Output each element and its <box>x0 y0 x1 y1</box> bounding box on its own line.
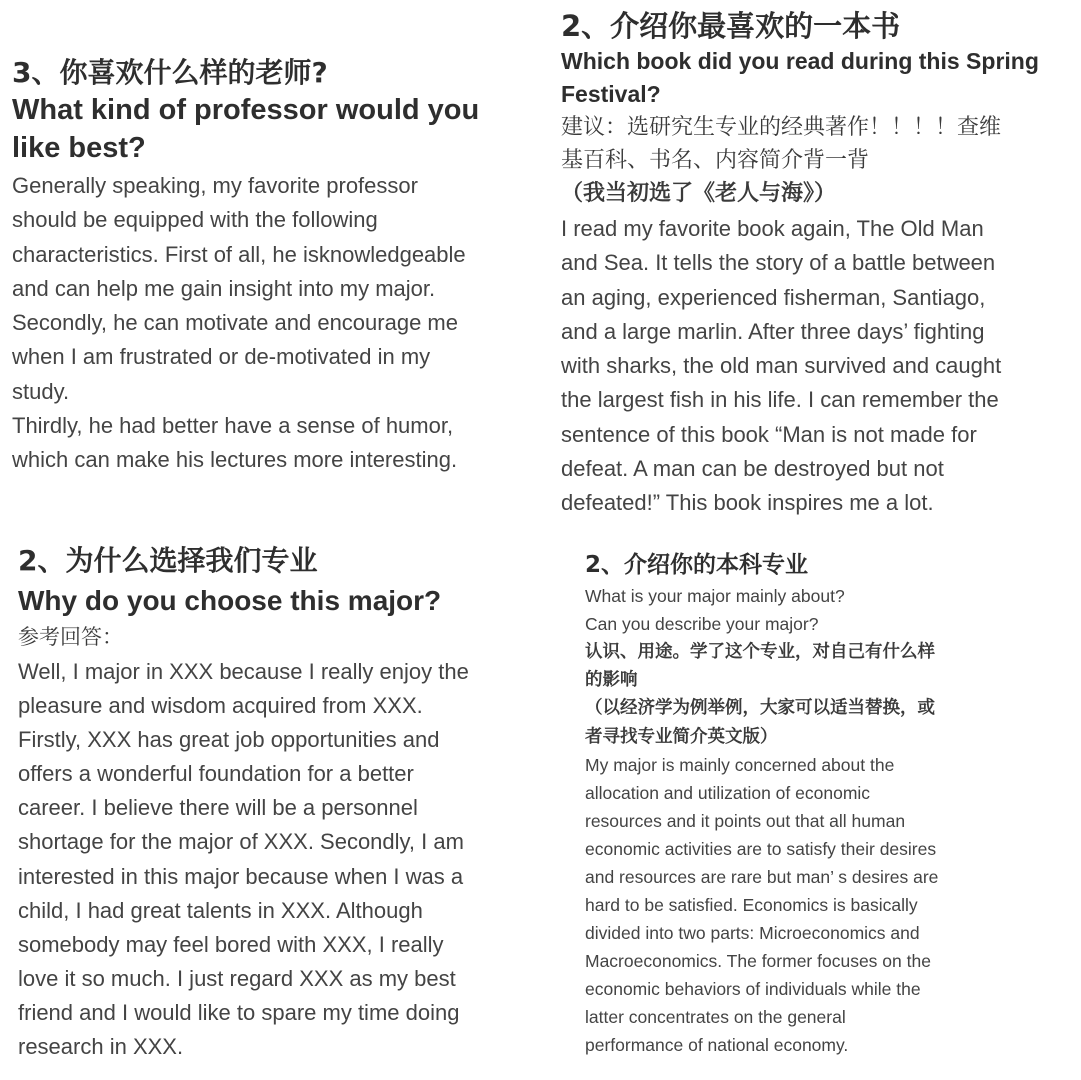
section-favorite-professor <box>12 55 532 478</box>
text-line: Macroeconomics. The former focuses on the <box>585 950 931 971</box>
text-line: career. I believe there will be a personnel <box>18 795 418 821</box>
text-line: characteristics. First of all, he isknowledgeable <box>12 241 466 267</box>
question-list <box>585 582 1065 638</box>
text-line: 者寻找专业简介英文版） <box>585 726 778 747</box>
section-favorite-book <box>561 7 1071 521</box>
question-line: What is your major mainly about? <box>585 586 845 606</box>
text-line: love it so much. I just regard XXX as my best <box>18 965 456 991</box>
text-line: economic activities are to satisfy their desires <box>585 838 937 859</box>
text-line: and Sea. It tells the story of a battle between <box>561 250 996 276</box>
book-note: （我当初选了《老人与海》） <box>561 181 837 206</box>
suggestion-text <box>561 111 1071 177</box>
text-line: hard to be satisfied. Economics is basically <box>585 894 918 915</box>
answer-text <box>561 212 1071 521</box>
text-line: Well, I major in XXX because I really enjoy the <box>18 659 469 684</box>
title-line: Which book did you read during this Spring <box>561 48 1039 74</box>
section-en-title <box>561 45 1071 111</box>
title-line: like best? <box>12 132 146 164</box>
text-line: and can help me gain insight into my major. <box>12 275 436 301</box>
section-zh-title: 2、为什么选择我们专业 <box>18 544 318 577</box>
answer-text <box>12 169 532 478</box>
text-line: Generally speaking, my favorite professor <box>12 173 418 198</box>
text-line: research in XXX. <box>18 1034 184 1060</box>
text-line: resources and it points out that all human <box>585 810 906 831</box>
text-line: Secondly, he can motivate and encourage me <box>12 310 458 336</box>
text-line: economic behaviors of individuals while the <box>585 978 921 999</box>
text-line: divided into two parts: Microeconomics and <box>585 922 920 943</box>
text-line: should be equipped with the following <box>12 207 378 233</box>
text-line: with sharks, the old man survived and caught <box>561 353 1002 379</box>
text-line: study. <box>12 378 70 404</box>
text-line: shortage for the major of XXX. Secondly, I am <box>18 829 464 855</box>
text-line: which can make his lectures more interesting. <box>12 447 458 473</box>
question-line: Can you describe your major? <box>585 614 819 634</box>
text-line: performance of national economy. <box>585 1034 849 1055</box>
text-line: interested in this major because when I was a <box>18 863 464 889</box>
text-line: 基百科、书名、内容简介背一背 <box>561 148 870 173</box>
text-line: an aging, experienced fisherman, Santiago, <box>561 284 986 310</box>
section-why-this-major <box>18 541 538 1064</box>
section-zh-title: 2、介绍你最喜欢的一本书 <box>561 9 901 43</box>
section-en-title: Why do you choose this major? <box>18 585 442 616</box>
section-zh-title: 3、你喜欢什么样的老师? <box>12 56 328 89</box>
chinese-notes <box>585 638 1065 751</box>
text-line: and a large marlin. After three days’ fighting <box>561 318 985 344</box>
text-line: Thirdly, he had better have a sense of humor, <box>12 413 454 439</box>
title-line: Festival? <box>561 81 661 107</box>
text-line: I read my favorite book again, The Old Man <box>561 216 984 241</box>
text-line: Firstly, XXX has great job opportunities and <box>18 727 440 753</box>
title-line: What kind of professor would you <box>12 94 480 126</box>
section-undergrad-major <box>585 548 1065 1059</box>
text-line: My major is mainly concerned about the <box>585 754 895 775</box>
text-line: 建议：选研究生专业的经典著作！！！！查维 <box>561 115 1002 140</box>
text-line: latter concentrates on the general <box>585 1006 846 1027</box>
text-line: sentence of this book “Man is not made for <box>561 421 977 447</box>
text-line: defeated!” This book inspires me a lot. <box>561 490 934 516</box>
text-line: 认识、用途。学了这个专业，对自己有什么样 <box>585 642 935 662</box>
text-line: child, I had great talents in XXX. Although <box>18 897 423 923</box>
text-line: （以经济学为例举例，大家可以适当替换，或 <box>585 698 935 719</box>
text-line: somebody may feel bored with XXX, I really <box>18 931 444 957</box>
section-zh-title: 2、介绍你的本科专业 <box>585 552 809 578</box>
answer-text <box>18 655 538 1064</box>
text-line: allocation and utilization of economic <box>585 782 871 803</box>
text-line: when I am frustrated or de-motivated in my <box>12 344 431 370</box>
text-line: 的影响 <box>585 670 638 691</box>
section-en-title <box>12 91 532 167</box>
text-line: and resources are rare but man’ s desires are <box>585 866 939 887</box>
text-line: offers a wonderful foundation for a better <box>18 761 414 787</box>
text-line: the largest fish in his life. I can remember the <box>561 387 999 413</box>
text-line: defeat. A man can be destroyed but not <box>561 456 944 482</box>
answer-text <box>585 751 1065 1059</box>
reference-answer-label: 参考回答： <box>18 625 123 649</box>
text-line: friend and I would like to spare my time doing <box>18 999 460 1025</box>
text-line: pleasure and wisdom acquired from XXX. <box>18 693 423 719</box>
